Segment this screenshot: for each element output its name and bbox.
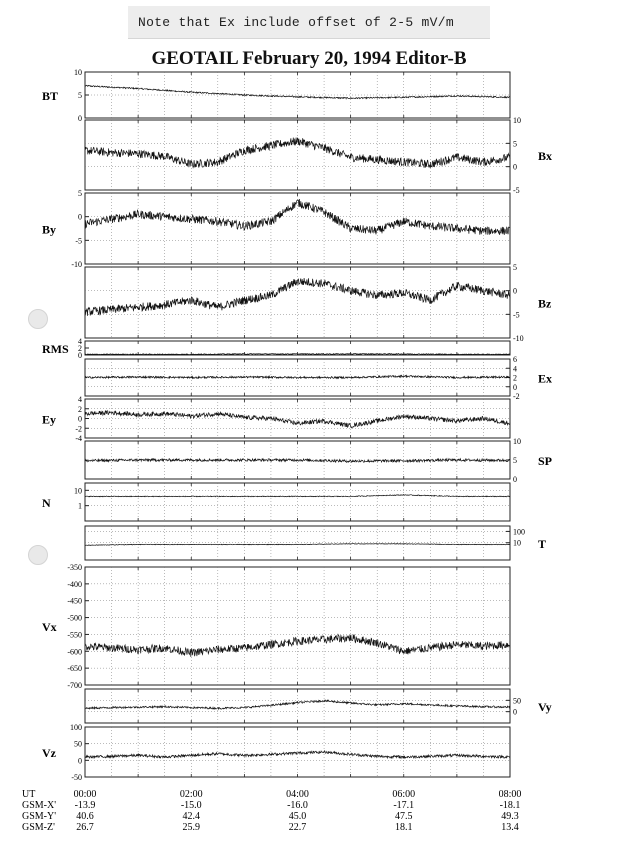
row-value: 47.5 [395,811,413,822]
tick-label: -5 [75,236,82,246]
tick-label: 0 [78,414,82,424]
row-label: GSM-Y' [22,811,57,822]
row-value: 40.6 [76,811,94,822]
row-value: 49.3 [501,811,519,822]
tick-label: 4 [513,364,517,374]
tick-label: 5 [78,189,82,198]
tick-label: 100 [513,527,525,537]
data-trace-bx [85,138,510,169]
panel-label-vy: Vy [538,700,552,714]
panel-label-vz: Vz [42,746,56,760]
tick-label: 5 [513,456,517,465]
row-value: 25.9 [182,822,200,833]
tick-label: 0 [513,475,517,484]
panel-label-vx: Vx [42,620,57,634]
panel-ex [85,355,552,401]
tick-label: 0 [78,756,82,766]
panel-by [42,189,510,269]
tick-label: -2 [75,424,82,434]
panel-vx [42,563,510,690]
time-row-0 [22,789,521,800]
row-value: 08:00 [498,789,522,800]
data-trace-ex [85,375,510,378]
panel-label-ex: Ex [538,371,553,386]
data-trace-ey [85,411,510,428]
row-value: 02:00 [179,789,203,800]
tick-label: -50 [71,773,82,782]
row-value: 45.0 [288,811,307,822]
panel-vy [85,689,552,723]
tick-label: 10 [74,68,82,77]
time-row-2 [22,811,519,822]
tick-label: -600 [67,647,82,657]
row-label: GSM-Z' [22,822,55,833]
tick-label: -4 [75,434,82,443]
tick-label: 0 [78,212,82,222]
panel-bx [85,116,552,195]
row-value: 26.7 [76,822,94,833]
row-value: -15.0 [180,800,202,811]
row-label: UT [22,789,36,800]
row-value: 18.1 [395,822,413,833]
tick-label: 0 [513,162,517,172]
row-value: 06:00 [392,789,416,800]
tick-label: 10 [513,437,521,446]
tick-label: 0 [78,351,82,360]
row-value: -16.0 [287,800,308,811]
tick-label: 1 [78,501,82,511]
tick-label: -350 [67,563,82,572]
tick-label: -700 [67,681,82,690]
tick-label: 2 [78,344,82,353]
tick-label: 4 [78,395,82,404]
tick-label: 5 [513,139,517,149]
panel-t [85,526,546,560]
tick-label: -450 [67,596,82,606]
tick-label: 2 [78,404,82,414]
panel-label-ey: Ey [42,412,57,427]
tick-label: 50 [74,739,82,749]
tick-label: -2 [513,392,520,401]
tick-label: 5 [78,91,82,100]
tick-label: -10 [513,334,524,343]
panel-label-bt: BT [42,89,59,103]
row-value: -13.9 [74,800,96,811]
row-value: 42.4 [182,811,200,822]
panel-label-rms: RMS [42,342,69,356]
panel-vz [42,723,510,782]
tick-label: -500 [67,613,82,623]
panel-label-sp: SP [538,454,553,468]
data-trace-t [85,544,510,546]
panel-frame [85,567,510,685]
row-label: GSM-X' [22,800,57,811]
tick-label: 2 [513,373,517,383]
tick-label: 4 [78,337,82,346]
panel-label-by: By [42,222,57,237]
tick-label: -650 [67,664,82,674]
tick-label: -10 [71,260,82,269]
panel-label-n: N [42,496,51,510]
tick-label: 50 [513,696,521,706]
tick-label: 6 [513,355,517,364]
panel-sp [85,437,552,484]
panel-ey [42,395,510,443]
tick-label: 5 [513,263,517,272]
panel-label-bz: Bz [538,296,552,311]
row-value: 00:00 [73,789,97,800]
row-value: 13.4 [501,822,519,833]
tick-label: 0 [513,382,517,392]
note-text: Note that Ex include offset of 2-5 mV/m [138,15,454,30]
row-value: 04:00 [286,789,309,800]
time-row-1 [22,800,520,811]
tick-label: -5 [513,186,520,195]
tick-label: 10 [513,538,521,548]
tick-label: -550 [67,630,82,640]
tick-label: 10 [74,486,82,496]
row-value: 22.7 [288,822,307,833]
tick-label: -400 [67,579,82,589]
tick-label: -5 [513,310,520,320]
tick-label: 10 [513,116,521,125]
panel-bt [42,68,510,123]
tick-label: 0 [513,286,517,296]
row-value: -17.1 [393,800,415,811]
tick-label: 100 [70,723,82,732]
tick-label: 0 [513,707,517,717]
row-value: -18.1 [499,800,521,811]
chart-title: GEOTAIL February 20, 1994 Editor-B [151,48,467,69]
panel-bz [85,263,552,343]
panel-label-bx: Bx [538,149,553,163]
time-row-3 [22,822,519,833]
tick-label: 0 [78,114,82,123]
panel-rms [42,337,510,360]
panel-n [42,483,510,521]
panel-label-t: T [538,537,547,551]
panel-frame [85,526,510,560]
